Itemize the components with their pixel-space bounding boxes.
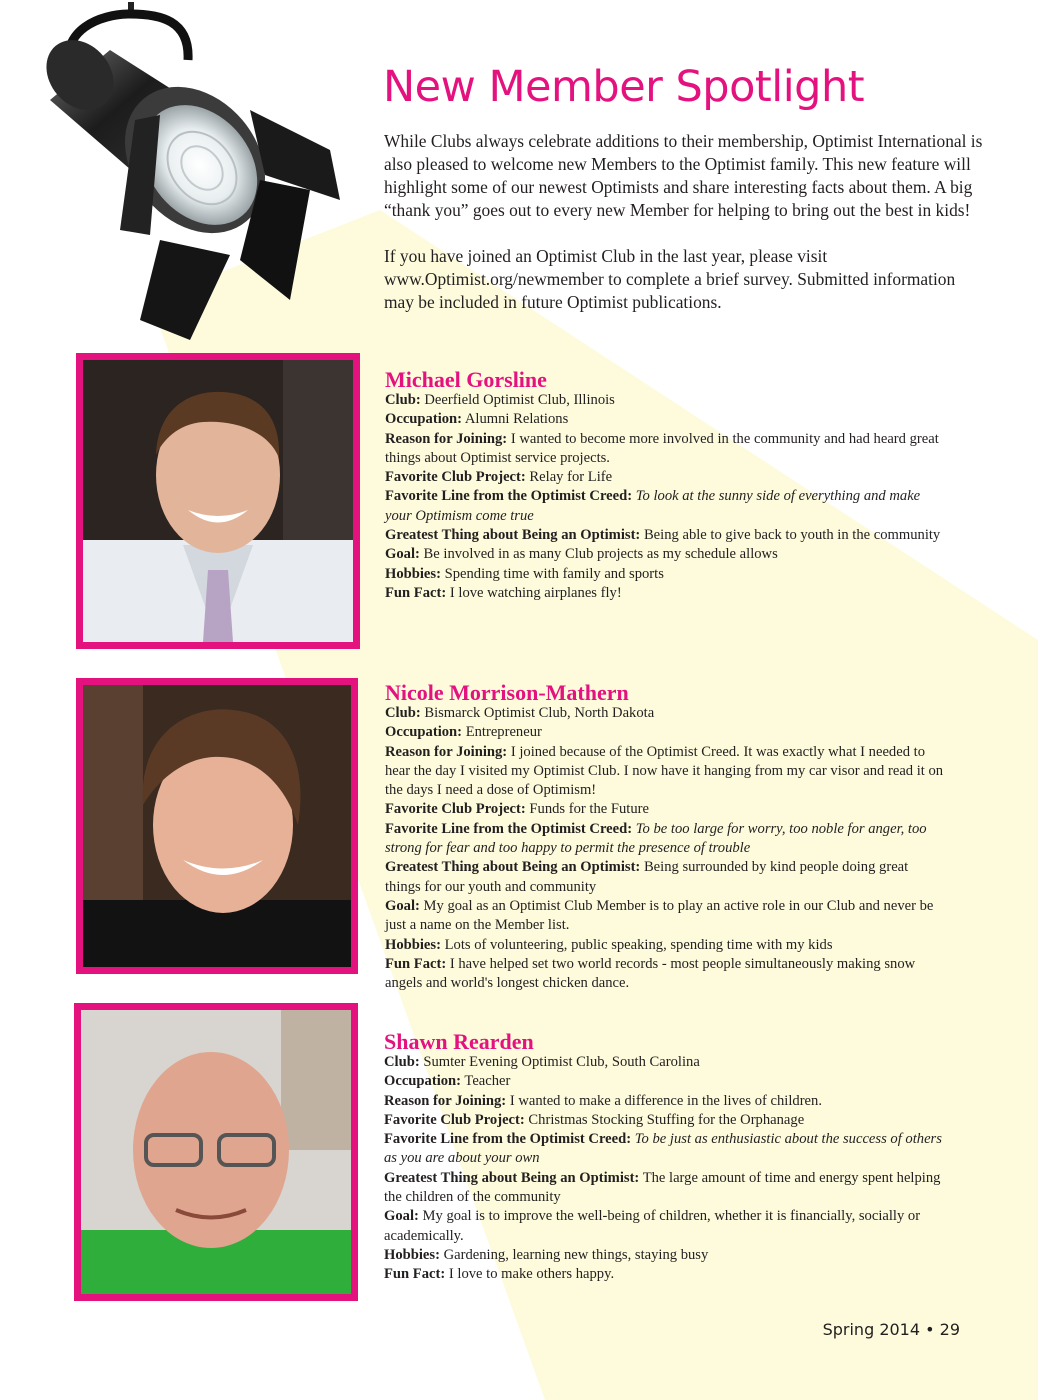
- creed-value: To be too large for worry, too noble for anger, too strong for fear and too happy to permit the presence of trouble: [385, 820, 927, 857]
- funfact-row: [384, 1265, 944, 1284]
- creed-value: To look at the sunny side of everything and make your Optimism come true: [385, 488, 921, 524]
- greatest-row: [385, 526, 945, 545]
- reason-value: I wanted to become more involved in the community and had heard great things about Optimist service projects.: [385, 430, 939, 466]
- greatest-row: [385, 858, 945, 897]
- creed-label: Favorite Line from the Optimist Creed:: [385, 488, 633, 505]
- goal-row: [385, 545, 945, 564]
- club-value: Sumter Evening Optimist Club, South Carolina: [423, 1054, 700, 1070]
- project-row: [385, 468, 945, 487]
- hobbies-label: Hobbies:: [384, 1246, 440, 1263]
- reason-label: Reason for Joining:: [385, 430, 508, 447]
- spotlight-illustration: [40, 0, 370, 345]
- project-value: Christmas Stocking Stuffing for the Orphanage: [528, 1111, 805, 1128]
- club-label: Club:: [385, 392, 421, 408]
- reason-row: [385, 430, 945, 469]
- occupation-row: [384, 1072, 944, 1091]
- project-row: [385, 800, 945, 819]
- hobbies-row: [385, 565, 945, 584]
- reason-row: [385, 743, 945, 801]
- club-row: [385, 704, 945, 723]
- reason-value: I joined because of the Optimist Creed. It was exactly what I needed to hear the day I visited my Optimist Club. I now have it hanging from my car visor and read it on the days I need a dose of Optimism!: [385, 743, 944, 799]
- member-profile-shawn: [384, 1031, 944, 1285]
- occupation-row: [385, 723, 945, 742]
- project-label: Favorite Club Project:: [385, 469, 526, 486]
- member-profile-nicole: [385, 682, 945, 993]
- hobbies-row: [385, 936, 945, 955]
- club-label: Club:: [385, 705, 421, 721]
- project-value: Funds for the Future: [529, 801, 650, 818]
- club-row: [384, 1053, 944, 1072]
- hobbies-value: Spending time with family and sports: [444, 565, 664, 582]
- funfact-row: [385, 955, 945, 994]
- member-profile-michael: [385, 369, 945, 603]
- funfact-value: I have helped set two world records - most people simultaneously making snow angels and world's longest chicken dance.: [385, 955, 916, 992]
- reason-row: [384, 1092, 944, 1111]
- club-label: Club:: [384, 1054, 420, 1070]
- creed-row: [385, 487, 945, 526]
- club-value: Deerfield Optimist Club, Illinois: [424, 392, 615, 408]
- creed-value: To be just as enthusiastic about the success of others as you are about your own: [384, 1131, 942, 1167]
- funfact-value: I love to make others happy.: [448, 1266, 615, 1283]
- occupation-label: Occupation:: [385, 411, 463, 428]
- project-label: Favorite Club Project:: [385, 801, 526, 818]
- intro-paragraph: While Clubs always celebrate additions to their membership, Optimist International is also pleased to welcome new Members to the Optimist family. This new feature will highlight some of our newest Optimists and share interesting facts about them. A big “thank you” goes out to every new Member for helping to bring out the best in kids!: [384, 131, 983, 220]
- hobbies-value: Lots of volunteering, public speaking, spending time with my kids: [444, 936, 833, 953]
- member-photo-shawn: [74, 1003, 358, 1301]
- intro-text: [384, 130, 984, 337]
- creed-row: [384, 1130, 944, 1169]
- hobbies-value: Gardening, learning new things, staying busy: [443, 1246, 709, 1263]
- project-value: Relay for Life: [529, 469, 613, 486]
- creed-label: Favorite Line from the Optimist Creed:: [384, 1131, 632, 1148]
- member-photo-michael: [76, 353, 360, 649]
- greatest-value: Being surrounded by kind people doing great things for our youth and community: [385, 859, 909, 895]
- goal-label: Goal:: [384, 1208, 419, 1225]
- goal-value: My goal is to improve the well-being of children, whether it is financially, socially or academically.: [384, 1208, 921, 1244]
- goal-value: Be involved in as many Club projects as my schedule allows: [423, 546, 778, 563]
- goal-label: Goal:: [385, 897, 420, 914]
- greatest-value: Being able to give back to youth in the community: [643, 527, 941, 544]
- portrait-placeholder: [81, 1010, 351, 1294]
- intro-paragraph: If you have joined an Optimist Club in the last year, please visit www.Optimist.org/newmember to complete a brief survey. Submitted information may be included in future Optimist publications.: [384, 246, 956, 312]
- member-photo-nicole: [76, 678, 358, 974]
- funfact-row: [385, 584, 945, 603]
- occupation-row: [385, 410, 945, 429]
- funfact-label: Fun Fact:: [385, 955, 447, 972]
- project-row: [384, 1111, 944, 1130]
- goal-value: My goal as an Optimist Club Member is to play an active role in our Club and never be just a name on the Member list.: [385, 897, 934, 934]
- goal-row: [385, 897, 945, 936]
- greatest-label: Greatest Thing about Being an Optimist:: [385, 859, 641, 876]
- goal-row: [384, 1207, 944, 1246]
- occupation-value: Alumni Relations: [464, 411, 569, 428]
- funfact-label: Fun Fact:: [384, 1266, 446, 1283]
- reason-label: Reason for Joining:: [384, 1092, 507, 1109]
- creed-label: Favorite Line from the Optimist Creed:: [385, 820, 633, 837]
- reason-value: I wanted to make a difference in the lives of children.: [509, 1092, 822, 1109]
- project-label: Favorite Club Project:: [384, 1111, 525, 1128]
- occupation-value: Teacher: [464, 1073, 511, 1090]
- goal-label: Goal:: [385, 546, 420, 563]
- funfact-value: I love watching airplanes fly!: [449, 584, 622, 601]
- club-value: Bismarck Optimist Club, North Dakota: [424, 705, 655, 721]
- club-row: [385, 391, 945, 410]
- greatest-value: The large amount of time and energy spent helping the children of the community: [384, 1169, 941, 1206]
- portrait-placeholder: [83, 685, 351, 967]
- hobbies-label: Hobbies:: [385, 936, 441, 953]
- funfact-label: Fun Fact:: [385, 584, 447, 601]
- reason-label: Reason for Joining:: [385, 743, 508, 760]
- greatest-row: [384, 1169, 944, 1208]
- member-name: Nicole Morrison-Mathern: [385, 680, 629, 705]
- occupation-label: Occupation:: [384, 1073, 462, 1090]
- occupation-value: Entrepreneur: [465, 724, 542, 741]
- occupation-label: Occupation:: [385, 724, 463, 741]
- hobbies-label: Hobbies:: [385, 565, 441, 582]
- greatest-label: Greatest Thing about Being an Optimist:: [384, 1169, 640, 1186]
- portrait-placeholder: [83, 360, 353, 642]
- member-name: Michael Gorsline: [385, 367, 547, 392]
- hobbies-row: [384, 1246, 944, 1265]
- creed-row: [385, 820, 945, 859]
- page-title: New Member Spotlight: [383, 62, 865, 112]
- page-footer: Spring 2014 • 29: [822, 1320, 960, 1339]
- member-name: Shawn Rearden: [384, 1029, 534, 1054]
- greatest-label: Greatest Thing about Being an Optimist:: [385, 527, 641, 544]
